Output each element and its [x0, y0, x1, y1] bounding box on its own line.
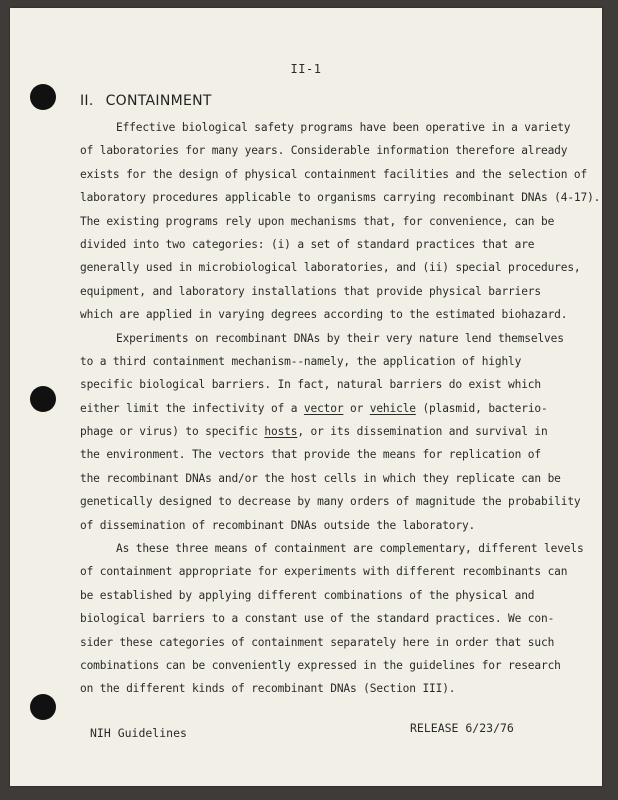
paragraph-line: Effective biological safety programs have been operative in a variety: [116, 121, 571, 134]
paragraph-line: the environment. The vectors that provide the means for replication of: [80, 448, 541, 462]
paragraph-line: biological barriers to a constant use of the standard practices. We con-: [80, 612, 555, 626]
section-heading: [80, 93, 212, 109]
paragraph-line: The existing programs rely upon mechanisms that, for convenience, can be: [80, 214, 555, 228]
text-run: or: [343, 401, 370, 415]
underlined-term-hosts: hosts: [264, 425, 298, 439]
paragraph-line: divided into two categories: (i) a set of standard practices that are: [80, 237, 535, 251]
text-run: either limit the infectivity of a: [80, 401, 304, 415]
paragraph-line: laboratory procedures applicable to organisms carrying recombinant DNAs (4-17).: [80, 191, 601, 205]
text-run: (plasmid, bacterio-: [415, 401, 548, 415]
footer-source: NIH Guidelines: [90, 726, 187, 740]
paragraph-line: combinations can be conveniently expressed in the guidelines for research: [80, 658, 561, 672]
paragraph-line: specific biological barriers. In fact, natural barriers do exist which: [80, 378, 541, 392]
paragraph-line: As these three means of containment are complementary, different levels: [116, 542, 584, 556]
page-number: II-1: [290, 62, 322, 76]
punch-hole-bottom: [30, 694, 56, 720]
paragraph-line: of laboratories for many years. Considerable information therefore already: [80, 144, 568, 158]
punch-hole-top: [30, 84, 56, 110]
paragraph-line: the recombinant DNAs and/or the host cells in which they replicate can be: [80, 471, 561, 485]
section-title: CONTAINMENT: [105, 93, 212, 109]
paragraph-line: to a third containment mechanism--namely, the application of highly: [80, 354, 522, 368]
paragraph-line: Experiments on recombinant DNAs by their very nature lend themselves: [116, 331, 564, 345]
paragraph-line: generally used in microbiological laboratories, and (ii) special procedures,: [80, 261, 581, 275]
paragraph-line: sider these categories of containment separately here in order that such: [80, 635, 555, 649]
underlined-term-vehicle: vehicle: [369, 401, 416, 415]
paragraph-line: of dissemination of recombinant DNAs outside the laboratory.: [80, 518, 476, 532]
underlined-term-vector: vector: [303, 401, 344, 415]
text-run: , or its dissemination and survival in: [297, 425, 548, 439]
section-number: II.: [80, 93, 94, 109]
paragraph-line: [80, 420, 550, 443]
paragraph-line: which are applied in varying degrees according to the estimated biohazard.: [80, 308, 568, 322]
paragraph-line: exists for the design of physical containment facilities and the selection of: [80, 167, 588, 181]
paragraph-line: of containment appropriate for experiments with different recombinants can: [80, 565, 568, 579]
paragraph-line: genetically designed to decrease by many orders of magnitude the probability: [80, 495, 581, 509]
footer-release-date: RELEASE 6/23/76: [410, 721, 514, 735]
paragraph-line: equipment, and laboratory installations that provide physical barriers: [80, 284, 541, 298]
paragraph-line: [80, 397, 550, 420]
body-text: [80, 116, 601, 701]
punch-hole-middle: [30, 386, 56, 412]
paragraph-line: be established by applying different combinations of the physical and: [80, 588, 535, 602]
paragraph-line: on the different kinds of recombinant DNAs (Section III).: [80, 682, 456, 696]
text-run: phage or virus) to specific: [80, 425, 265, 439]
document-page: [10, 8, 602, 786]
